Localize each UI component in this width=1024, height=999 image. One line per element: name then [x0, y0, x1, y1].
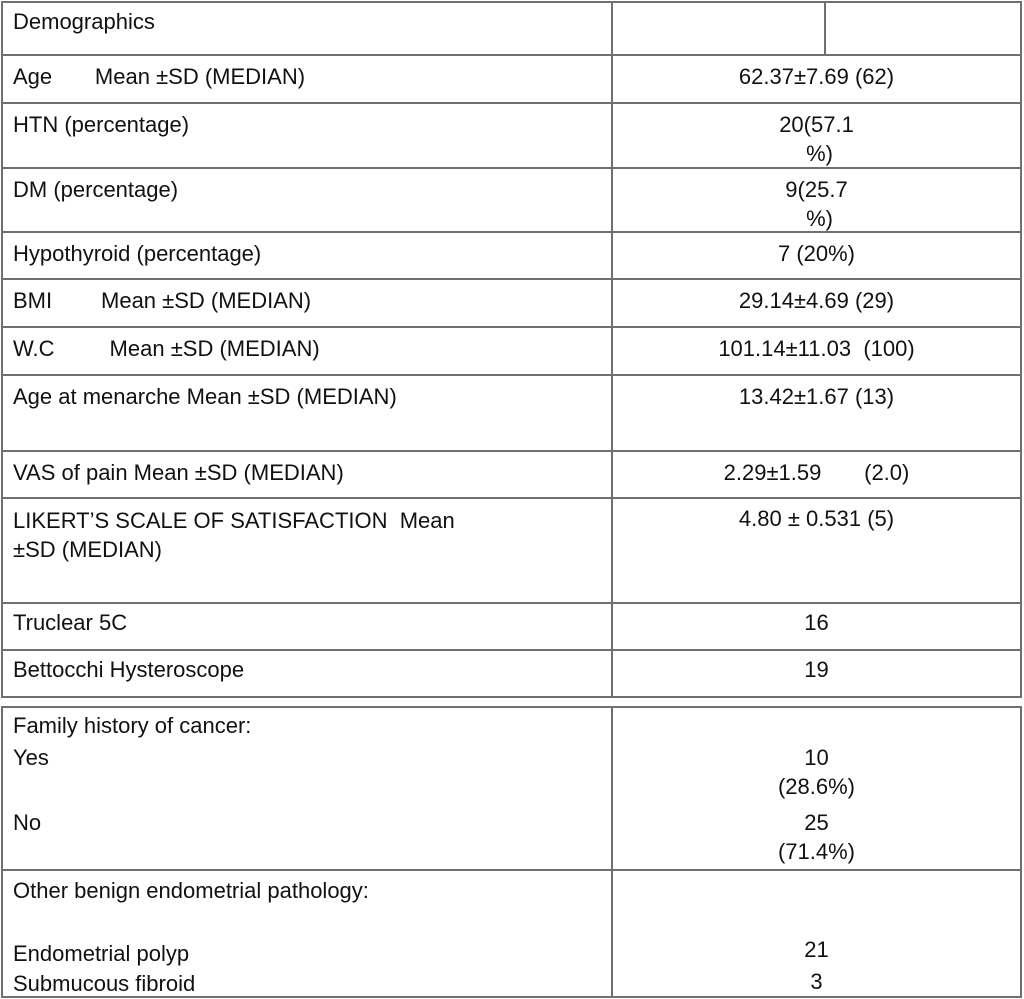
- family-history-yes-value: 10 (28.6%): [777, 745, 856, 799]
- row-value: 13.42±1.67 (13): [738, 384, 895, 409]
- row-value: 19: [804, 657, 829, 682]
- table-row-age: [3, 56, 1020, 104]
- row-label: Age at menarche Mean ±SD (MEDIAN): [13, 384, 397, 409]
- row-label: Hypothyroid (percentage): [13, 241, 262, 266]
- row-value: 62.37±7.69 (62): [738, 64, 895, 89]
- family-history-title: Family history of cancer:: [13, 713, 252, 738]
- row-label: DM (percentage): [13, 177, 179, 202]
- header-subdivider: [824, 3, 826, 55]
- table-row-dm: [3, 169, 1020, 233]
- polyp-label: Endometrial polyp: [13, 941, 190, 966]
- family-history-no-value: 25 (71.4%): [777, 810, 856, 864]
- row-value: 20(57.1 %): [779, 112, 854, 166]
- table-row-benign-pathology: [3, 871, 1020, 996]
- history-table: [1, 706, 1022, 998]
- family-history-no-label: No: [13, 810, 42, 835]
- row-label: Truclear 5C: [13, 610, 128, 635]
- row-value: 2.29±1.59 (2.0): [723, 460, 910, 485]
- row-label: VAS of pain Mean ±SD (MEDIAN): [13, 460, 344, 485]
- table-header-row: [3, 3, 1020, 56]
- row-value: 29.14±4.69 (29): [738, 288, 895, 313]
- polyp-value: 21: [804, 937, 829, 962]
- row-value: 4.80 ± 0.531 (5): [738, 506, 895, 531]
- row-value: 101.14±11.03 (100): [718, 336, 915, 361]
- row-label: W.C Mean ±SD (MEDIAN): [13, 336, 320, 361]
- table-row-truclear: [3, 604, 1020, 651]
- table-row-bmi: [3, 280, 1020, 328]
- family-history-yes-label: Yes: [13, 745, 49, 770]
- row-label: BMI Mean ±SD (MEDIAN): [13, 288, 312, 313]
- table-row-family-history: [3, 708, 1020, 871]
- row-value: 9(25.7 %): [785, 177, 848, 231]
- row-label: LIKERT’S SCALE OF SATISFACTION Mean ±SD (MEDIAN): [13, 508, 455, 562]
- fibroid-label: Submucous fibroid: [13, 971, 196, 996]
- row-label: Bettocchi Hysteroscope: [13, 657, 245, 682]
- fibroid-value: 3: [810, 969, 823, 994]
- row-label: HTN (percentage): [13, 112, 190, 137]
- header-demographics: Demographics: [13, 9, 155, 34]
- row-value: 16: [804, 610, 829, 635]
- table-row-hypothyroid: [3, 233, 1020, 280]
- table-row-htn: [3, 104, 1020, 169]
- table-row-menarche: [3, 376, 1020, 452]
- benign-pathology-title: Other benign endometrial pathology:: [13, 878, 369, 903]
- table-row-vas: [3, 452, 1020, 499]
- row-value: 7 (20%): [777, 241, 856, 266]
- table-row-wc: [3, 328, 1020, 376]
- row-label: Age Mean ±SD (MEDIAN): [13, 64, 306, 89]
- table-row-likert: [3, 499, 1020, 604]
- demographics-table: [1, 1, 1022, 698]
- table-row-bettocchi: [3, 651, 1020, 696]
